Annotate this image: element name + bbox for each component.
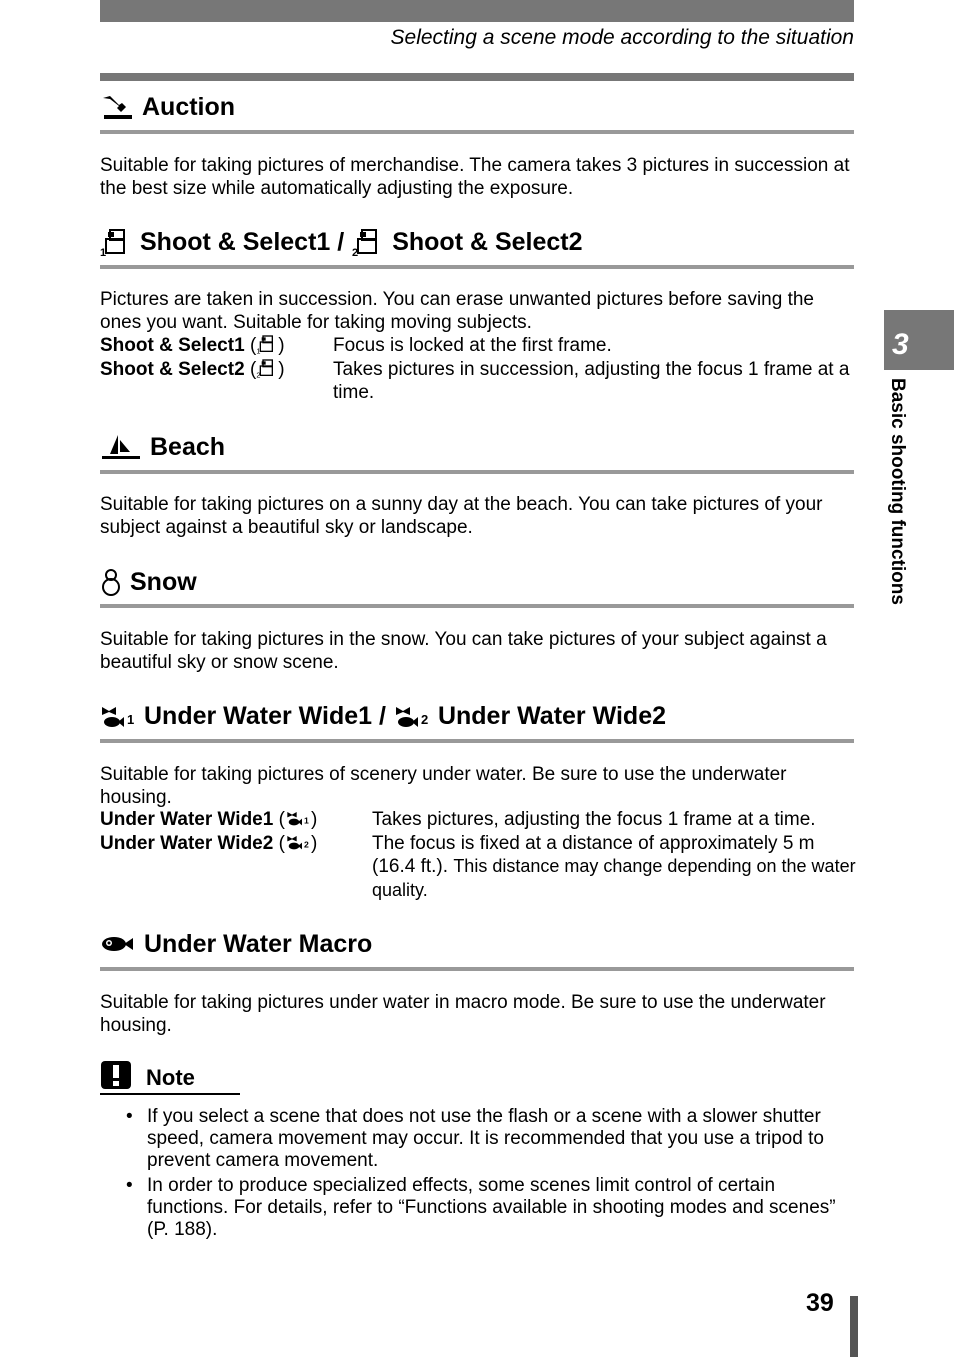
note-exclamation-icon <box>100 1060 132 1096</box>
svg-text:2: 2 <box>420 712 429 727</box>
auction-icon <box>100 92 134 122</box>
desc-underwater-wide-2-main: The focus is fixed at a distance of approximately 5 m (16.4 ft.). <box>372 832 815 877</box>
page-number-bar <box>850 1296 858 1357</box>
snow-title: Snow <box>130 567 197 596</box>
shoot-select-list <box>100 334 856 405</box>
desc-underwater-wide-1: Takes pictures, adjusting the focus 1 frame at a time. <box>372 809 816 830</box>
top-bar <box>100 0 854 22</box>
underwater-macro-rule <box>100 967 854 971</box>
desc-underwater-wide-2 <box>372 832 856 903</box>
shoot-select-heading <box>100 227 583 257</box>
beach-heading <box>100 432 225 462</box>
underwater-wide-1-icon <box>100 701 136 731</box>
snow-heading <box>100 567 197 597</box>
chapter-number: 3 <box>892 328 909 361</box>
desc-underwater-wide-2-small: This distance may change depending on the water quality. <box>372 856 856 900</box>
term-underwater-wide-1: Under Water Wide1 <box>100 809 274 830</box>
shoot-select-body: Pictures are taken in succession. You can erase unwanted pictures before saving the ones you want. Suitable for taking moving subjects. <box>100 289 814 333</box>
term-shoot-select-2: Shoot & Select2 <box>100 358 245 380</box>
shoot-select-title-2: Shoot & Select2 <box>392 227 583 256</box>
note-bullets <box>124 1106 854 1244</box>
underwater-macro-icon <box>100 929 136 959</box>
snow-rule <box>100 604 854 608</box>
svg-text:1: 1 <box>303 815 309 826</box>
underwater-macro-title: Under Water Macro <box>144 929 373 958</box>
underwater-macro-heading <box>100 929 372 959</box>
beach-rule <box>100 470 854 474</box>
svg-text:1: 1 <box>256 346 261 354</box>
underwater-wide-heading <box>100 701 666 731</box>
svg-text:2: 2 <box>352 247 359 257</box>
term-shoot-select-1: Shoot & Select1 <box>100 335 245 356</box>
auction-heading <box>100 92 235 122</box>
svg-text:2: 2 <box>303 838 309 849</box>
desc-shoot-select-2: Takes pictures in succession, adjusting the focus 1 frame at a time. <box>333 358 850 403</box>
snow-icon <box>100 567 122 597</box>
svg-text:1: 1 <box>127 712 135 727</box>
note-heading <box>100 1060 195 1096</box>
list-item: Under Water Wide2 ( 2 ) The focus is fixed at a distance of approximately 5 m (16.4 ft.). This distance may change depending on the water quality. <box>100 832 856 903</box>
underwater-macro-body: Suitable for taking pictures under water in macro mode. Be sure to use the underwater housing. <box>100 992 826 1036</box>
underwater-wide-2-icon <box>285 832 311 852</box>
list-item: Shoot & Select2 ( 2 ) Takes pictures in succession, adjusting the focus 1 frame at a time. <box>100 358 856 405</box>
desc-shoot-select-1: Focus is locked at the first frame. <box>333 335 612 356</box>
shoot-select-title-1: Shoot & Select1 / <box>140 227 345 256</box>
shoot-select-rule <box>100 265 854 269</box>
list-item: Under Water Wide1 ( 1 ) Takes pictures, adjusting the focus 1 frame at a time. <box>100 808 856 832</box>
term-underwater-wide-2: Under Water Wide2 <box>100 832 274 854</box>
running-header: Selecting a scene mode according to the situation <box>390 26 854 49</box>
header-rule <box>100 73 854 81</box>
underwater-wide-1-icon <box>285 808 311 828</box>
page-number: 39 <box>806 1289 834 1317</box>
underwater-wide-title-2: Under Water Wide2 <box>437 701 667 730</box>
chapter-title: Basic shooting functions <box>887 378 908 605</box>
auction-rule <box>100 130 854 134</box>
underwater-wide-body: Suitable for taking pictures of scenery under water. Be sure to use the underwater housing. <box>100 764 787 808</box>
shoot-select-2-icon <box>352 227 384 257</box>
underwater-wide-title-1: Under Water Wide1 / <box>144 701 386 730</box>
svg-text:2: 2 <box>256 369 261 378</box>
shoot-select-1-icon <box>100 227 132 257</box>
chapter-tab <box>884 310 954 370</box>
list-item: • If you select a scene that does not use the flash or a scene with a slower shutter speed, camera movement may occur. It is recommended that you use a tripod to prevent camera movement. <box>124 1106 854 1172</box>
underwater-wide-list <box>100 808 856 902</box>
shoot-select-1-icon <box>256 334 278 354</box>
underwater-wide-rule <box>100 739 854 743</box>
auction-body: Suitable for taking pictures of merchandise. The camera takes 3 pictures in succession at the best size while automatically adjusting the exposure. <box>100 155 850 199</box>
beach-icon <box>100 432 142 462</box>
underwater-wide-2-icon <box>394 701 430 731</box>
beach-title: Beach <box>150 432 226 461</box>
svg-text:1: 1 <box>100 247 107 257</box>
list-item: Shoot & Select1 ( 1 ) Focus is locked at the first frame. <box>100 334 856 358</box>
note-title: Note <box>146 1065 195 1090</box>
beach-body: Suitable for taking pictures on a sunny day at the beach. You can take pictures of your subject against a beautiful sky or landscape. <box>100 494 823 538</box>
list-item: • In order to produce specialized effects, some scenes limit control of certain functions. For details, refer to “Functions available in shooting modes and scenes” (P. 188). <box>124 1175 854 1241</box>
auction-title: Auction <box>142 92 236 121</box>
shoot-select-2-icon <box>256 358 278 378</box>
note-rule <box>100 1093 240 1095</box>
snow-body: Suitable for taking pictures in the snow. You can take pictures of your subject against a beautiful sky or snow scene. <box>100 629 827 673</box>
